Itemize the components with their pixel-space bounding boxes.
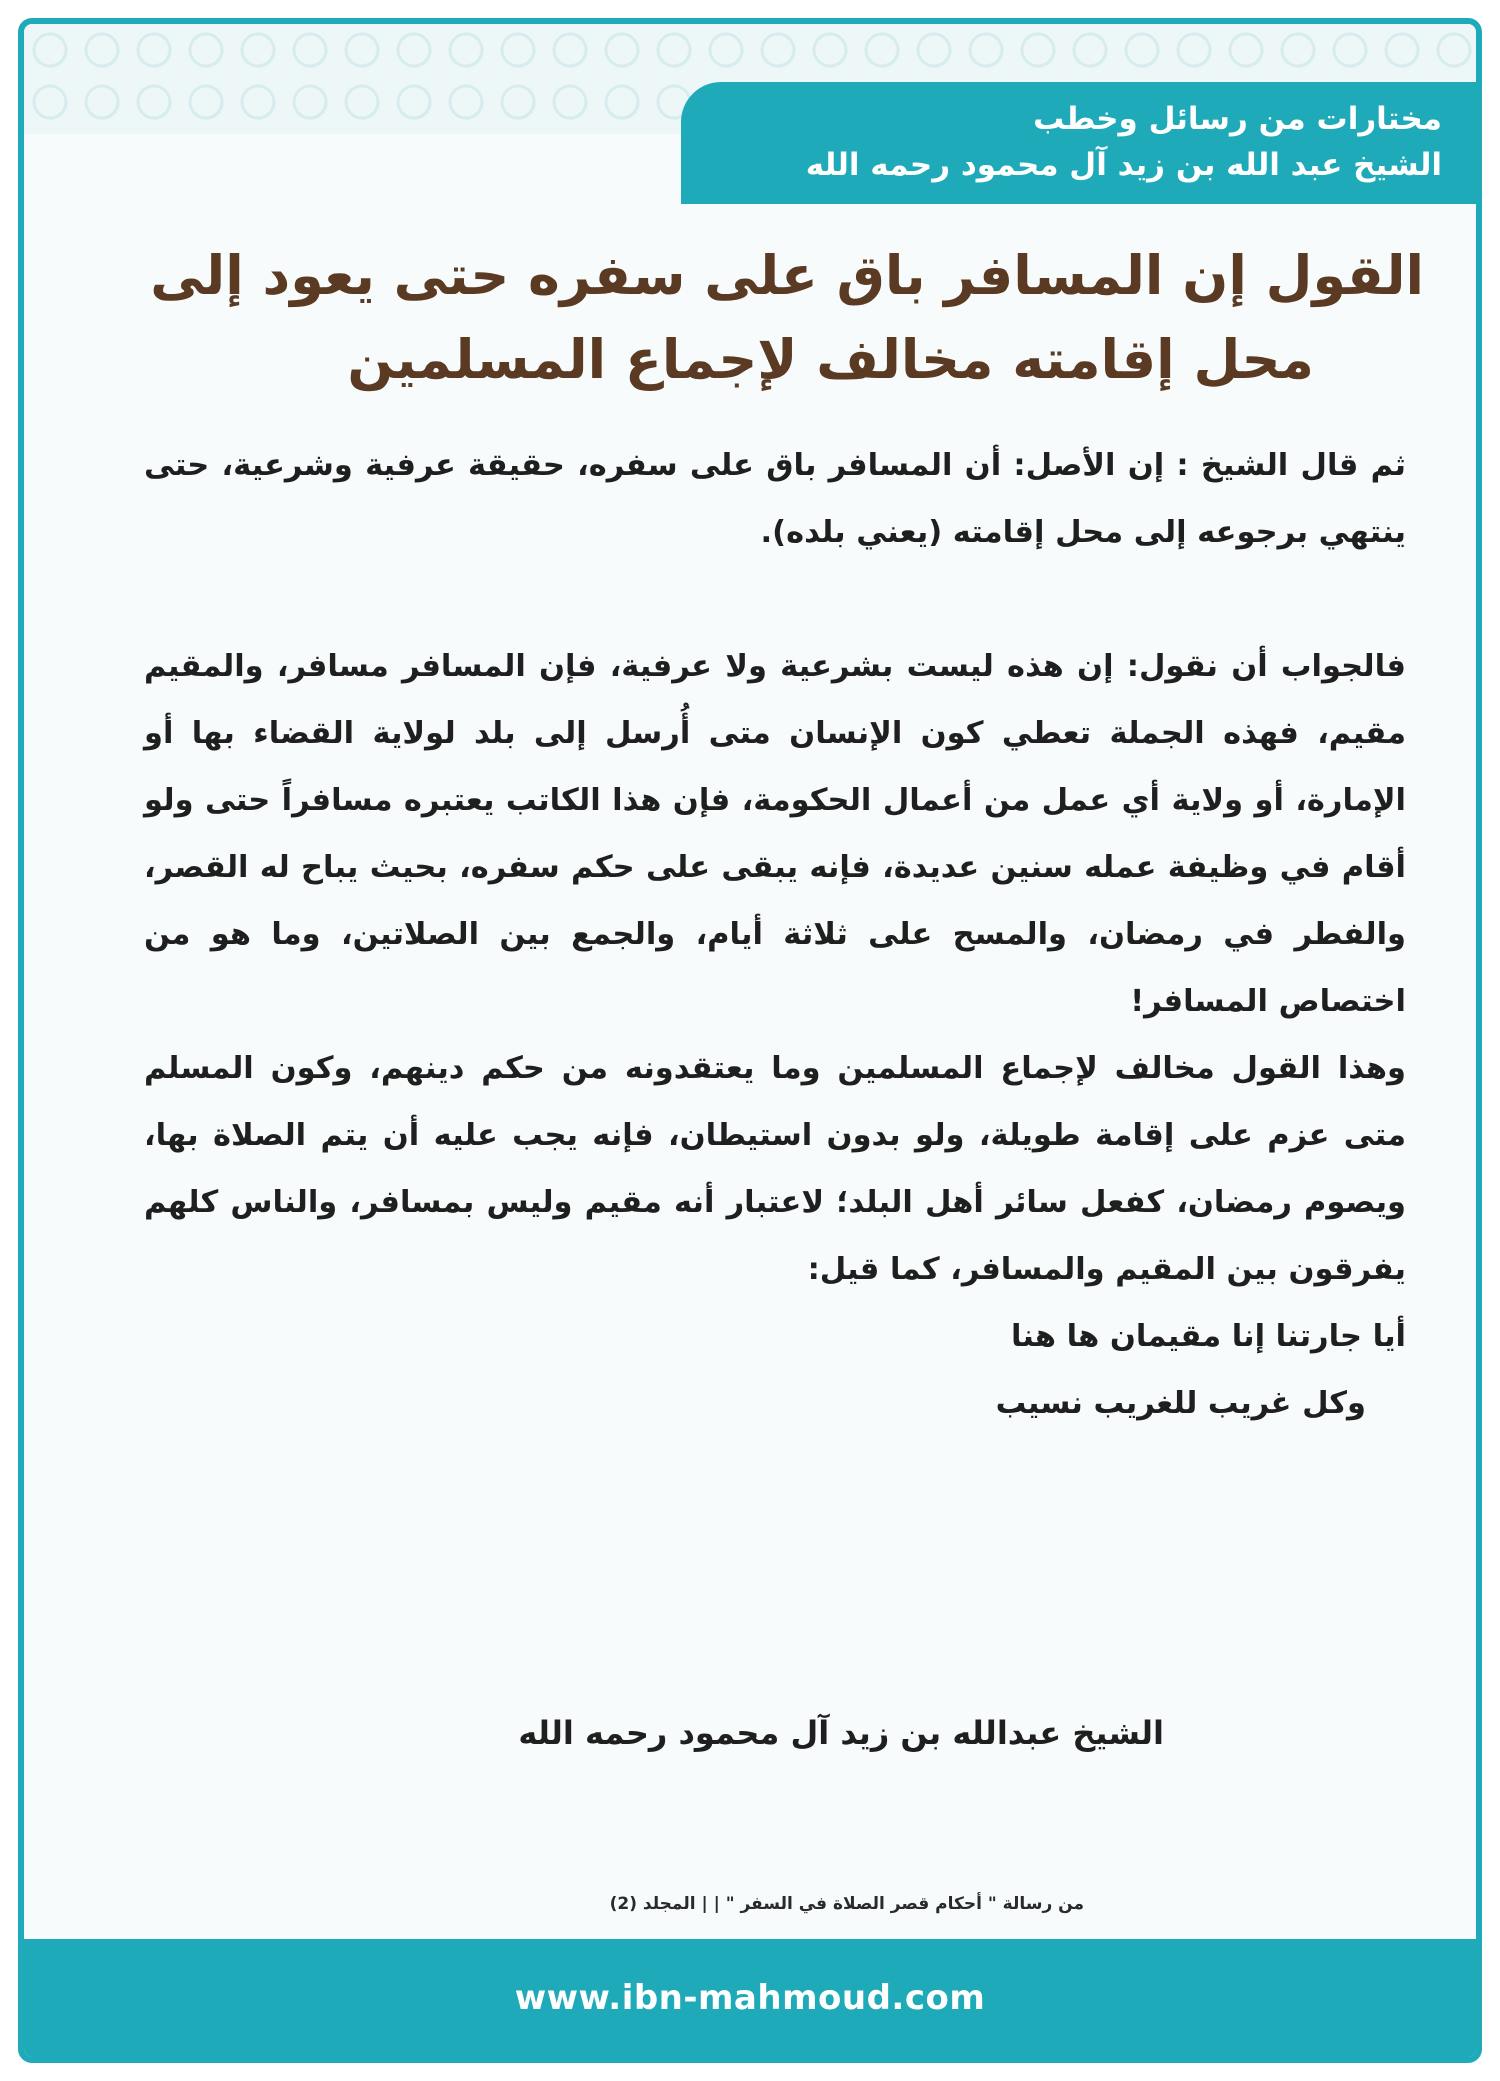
author-signature: الشيخ عبدالله بن زيد آل محمود رحمه الله xyxy=(518,1714,1164,1752)
body-paragraph-2: فالجواب أن نقول: إن هذه ليست بشرعية ولا عرفية، فإن المسافر مسافر، والمقيم مقيم، فهذه الجملة تعطي كون الإنسان متى أُرسل إلى بلد لولاية القضاء بها أو الإمارة، أو ولاية أي عمل من أعمال الحكومة، فإن هذا الكاتب يعتبره مسافراً حتى ولو أقام في وظيفة عمله سنين عديدة، فإنه يبقى على حكم سفره، بحيث يباح له القصر، والفطر في رمضان، والمسح على ثلاثة أيام، والجمع بين الصلاتين، وما هو من اختصاص المسافر! xyxy=(144,649,1406,1019)
article-title xyxy=(114,234,1424,402)
article-title-line-1: القول إن المسافر باق على سفره حتى يعود إلى xyxy=(150,244,1424,307)
poem-line-2: وكل غريب للغريب نسيب xyxy=(995,1386,1366,1421)
body-paragraph-3: وهذا القول مخالف لإجماع المسلمين وما يعتقدونه من حكم دينهم، وكون المسلم متى عزم على إقامة طويلة، ولو بدون استيطان، فإنه يجب عليه أن يتم الصلاة بها، ويصوم رمضان، كفعل سائر أهل البلد؛ لاعتبار أنه مقيم وليس بمسافر، والناس كلهم يفرقون بين المقيم والمسافر، كما قيل: xyxy=(144,1051,1406,1287)
source-citation: من رسالة " أحكام قصر الصلاة في السفر " | | المجلد (2) xyxy=(609,1894,1084,1914)
page-frame xyxy=(18,18,1482,2063)
header-author-name: الشيخ عبد الله بن زيد آل محمود رحمه الله xyxy=(805,147,1442,183)
paragraph-spacer xyxy=(144,566,1406,633)
website-link[interactable]: www.ibn-mahmoud.com xyxy=(514,1978,986,2018)
poem-verse xyxy=(144,1303,1406,1437)
footer-bar xyxy=(24,1939,1476,2057)
article-title-line-2: محل إقامته مخالف لإجماع المسلمين xyxy=(347,328,1314,391)
header-series-title: مختارات من رسائل وخطب xyxy=(1033,101,1442,138)
body-paragraph-1: ثم قال الشيخ : إن الأصل: أن المسافر باق على سفره، حقيقة عرفية وشرعية، حتى ينتهي برجوعه إلى محل إقامته (يعني بلده). xyxy=(144,448,1406,550)
poem-line-1: أيا جارتنا إنا مقيمان ها هنا xyxy=(1010,1319,1406,1354)
header-banner xyxy=(681,82,1476,204)
article-body xyxy=(144,432,1406,1437)
